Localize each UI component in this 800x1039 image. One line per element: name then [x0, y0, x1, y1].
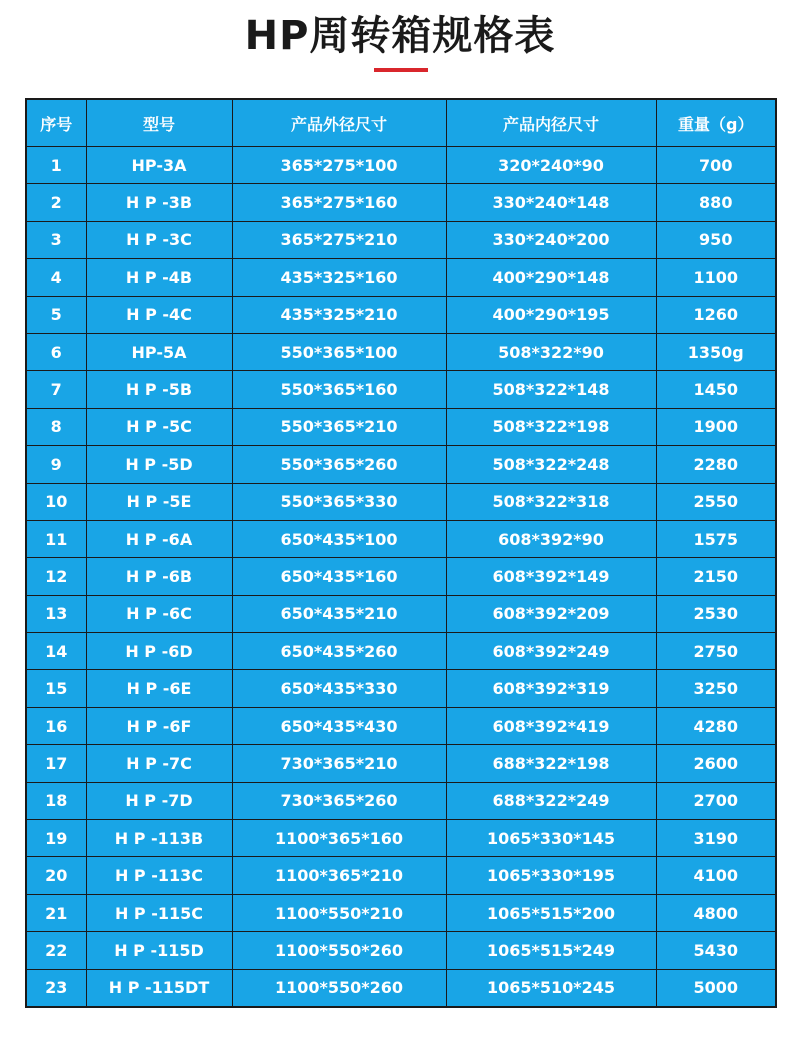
header-inner-size: 产品内径尺寸: [446, 99, 656, 147]
cell-inner-size: 320*240*90: [446, 147, 656, 184]
title-underline: [374, 68, 428, 72]
cell-index: 13: [26, 595, 86, 632]
cell-inner-size: 508*322*318: [446, 483, 656, 520]
cell-outer-size: 1100*550*210: [232, 894, 446, 931]
table-row: [26, 446, 776, 483]
cell-outer-size: 730*365*210: [232, 745, 446, 782]
table-body: [26, 147, 776, 1007]
cell-model: HP-3A: [86, 147, 232, 184]
cell-inner-size: 608*392*90: [446, 520, 656, 557]
table-row: [26, 633, 776, 670]
cell-outer-size: 1100*365*160: [232, 820, 446, 857]
cell-outer-size: 435*325*210: [232, 296, 446, 333]
cell-index: 8: [26, 408, 86, 445]
cell-index: 23: [26, 969, 86, 1007]
table-row: [26, 483, 776, 520]
cell-outer-size: 650*435*160: [232, 558, 446, 595]
header-weight: 重量（g）: [656, 99, 776, 147]
cell-weight: 1575: [656, 520, 776, 557]
cell-inner-size: 1065*515*249: [446, 932, 656, 969]
cell-index: 20: [26, 857, 86, 894]
cell-index: 10: [26, 483, 86, 520]
spec-table: [25, 98, 777, 1008]
cell-weight: 880: [656, 184, 776, 221]
cell-inner-size: 688*322*198: [446, 745, 656, 782]
cell-model: HP-5A: [86, 333, 232, 370]
cell-inner-size: 400*290*148: [446, 259, 656, 296]
cell-model: H P -6D: [86, 633, 232, 670]
cell-outer-size: 365*275*210: [232, 221, 446, 258]
cell-index: 19: [26, 820, 86, 857]
cell-weight: 2550: [656, 483, 776, 520]
table-row: [26, 969, 776, 1007]
cell-index: 3: [26, 221, 86, 258]
table-row: [26, 221, 776, 258]
cell-outer-size: 650*435*210: [232, 595, 446, 632]
cell-inner-size: 1065*330*195: [446, 857, 656, 894]
table-row: [26, 147, 776, 184]
cell-outer-size: 1100*550*260: [232, 969, 446, 1007]
cell-weight: 1450: [656, 371, 776, 408]
cell-outer-size: 650*435*100: [232, 520, 446, 557]
cell-model: H P -115C: [86, 894, 232, 931]
cell-inner-size: 508*322*198: [446, 408, 656, 445]
cell-weight: 5000: [656, 969, 776, 1007]
table-row: [26, 371, 776, 408]
header-index: 序号: [26, 99, 86, 147]
cell-weight: 1100: [656, 259, 776, 296]
cell-index: 4: [26, 259, 86, 296]
table-row: [26, 259, 776, 296]
table-row: [26, 296, 776, 333]
cell-weight: 1900: [656, 408, 776, 445]
cell-outer-size: 650*435*330: [232, 670, 446, 707]
cell-weight: 2700: [656, 782, 776, 819]
table-row: [26, 408, 776, 445]
cell-outer-size: 1100*550*260: [232, 932, 446, 969]
cell-index: 7: [26, 371, 86, 408]
cell-inner-size: 608*392*209: [446, 595, 656, 632]
page-title: HP周转箱规格表: [244, 13, 556, 59]
cell-model: H P -115D: [86, 932, 232, 969]
table-row: [26, 782, 776, 819]
cell-inner-size: 608*392*419: [446, 707, 656, 744]
cell-model: H P -7C: [86, 745, 232, 782]
cell-inner-size: 1065*515*200: [446, 894, 656, 931]
cell-weight: 2280: [656, 446, 776, 483]
header-outer-size: 产品外径尺寸: [232, 99, 446, 147]
table-row: [26, 932, 776, 969]
cell-model: H P -3C: [86, 221, 232, 258]
cell-weight: 3190: [656, 820, 776, 857]
cell-inner-size: 508*322*90: [446, 333, 656, 370]
cell-outer-size: 550*365*160: [232, 371, 446, 408]
cell-index: 11: [26, 520, 86, 557]
cell-model: H P -4B: [86, 259, 232, 296]
cell-outer-size: 435*325*160: [232, 259, 446, 296]
cell-index: 16: [26, 707, 86, 744]
cell-weight: 2600: [656, 745, 776, 782]
cell-index: 18: [26, 782, 86, 819]
table-row: [26, 558, 776, 595]
cell-model: H P -5D: [86, 446, 232, 483]
table-row: [26, 857, 776, 894]
cell-model: H P -5B: [86, 371, 232, 408]
cell-inner-size: 608*392*319: [446, 670, 656, 707]
table-row: [26, 520, 776, 557]
cell-index: 17: [26, 745, 86, 782]
cell-inner-size: 608*392*249: [446, 633, 656, 670]
cell-model: H P -6C: [86, 595, 232, 632]
cell-outer-size: 550*365*210: [232, 408, 446, 445]
header-model: 型号: [86, 99, 232, 147]
cell-weight: 3250: [656, 670, 776, 707]
cell-inner-size: 330*240*148: [446, 184, 656, 221]
cell-weight: 4100: [656, 857, 776, 894]
cell-weight: 4800: [656, 894, 776, 931]
cell-inner-size: 508*322*248: [446, 446, 656, 483]
table-row: [26, 670, 776, 707]
cell-inner-size: 688*322*249: [446, 782, 656, 819]
table-row: [26, 745, 776, 782]
cell-model: H P -115DT: [86, 969, 232, 1007]
cell-weight: 1260: [656, 296, 776, 333]
cell-model: H P -4C: [86, 296, 232, 333]
cell-model: H P -6B: [86, 558, 232, 595]
cell-outer-size: 365*275*160: [232, 184, 446, 221]
cell-outer-size: 730*365*260: [232, 782, 446, 819]
cell-model: H P -3B: [86, 184, 232, 221]
cell-weight: 4280: [656, 707, 776, 744]
table-row: [26, 333, 776, 370]
cell-model: H P -6A: [86, 520, 232, 557]
cell-model: H P -6E: [86, 670, 232, 707]
cell-model: H P -113C: [86, 857, 232, 894]
cell-index: 5: [26, 296, 86, 333]
cell-index: 9: [26, 446, 86, 483]
cell-inner-size: 330*240*200: [446, 221, 656, 258]
cell-weight: 2750: [656, 633, 776, 670]
cell-inner-size: 400*290*195: [446, 296, 656, 333]
table-header-row: [26, 99, 776, 147]
cell-model: H P -5C: [86, 408, 232, 445]
cell-outer-size: 550*365*100: [232, 333, 446, 370]
cell-index: 12: [26, 558, 86, 595]
table-row: [26, 707, 776, 744]
cell-index: 6: [26, 333, 86, 370]
cell-weight: 2150: [656, 558, 776, 595]
cell-weight: 2530: [656, 595, 776, 632]
cell-index: 2: [26, 184, 86, 221]
cell-outer-size: 1100*365*210: [232, 857, 446, 894]
cell-outer-size: 365*275*100: [232, 147, 446, 184]
cell-inner-size: 1065*330*145: [446, 820, 656, 857]
cell-outer-size: 650*435*260: [232, 633, 446, 670]
cell-model: H P -7D: [86, 782, 232, 819]
cell-model: H P -6F: [86, 707, 232, 744]
cell-inner-size: 608*392*149: [446, 558, 656, 595]
cell-weight: 700: [656, 147, 776, 184]
cell-index: 1: [26, 147, 86, 184]
cell-weight: 1350g: [656, 333, 776, 370]
cell-model: H P -113B: [86, 820, 232, 857]
cell-index: 21: [26, 894, 86, 931]
cell-index: 22: [26, 932, 86, 969]
cell-index: 14: [26, 633, 86, 670]
cell-outer-size: 650*435*430: [232, 707, 446, 744]
table-row: [26, 595, 776, 632]
cell-outer-size: 550*365*260: [232, 446, 446, 483]
cell-inner-size: 508*322*148: [446, 371, 656, 408]
cell-inner-size: 1065*510*245: [446, 969, 656, 1007]
table-row: [26, 184, 776, 221]
cell-outer-size: 550*365*330: [232, 483, 446, 520]
cell-index: 15: [26, 670, 86, 707]
cell-weight: 5430: [656, 932, 776, 969]
table-row: [26, 894, 776, 931]
cell-weight: 950: [656, 221, 776, 258]
cell-model: H P -5E: [86, 483, 232, 520]
table-row: [26, 820, 776, 857]
